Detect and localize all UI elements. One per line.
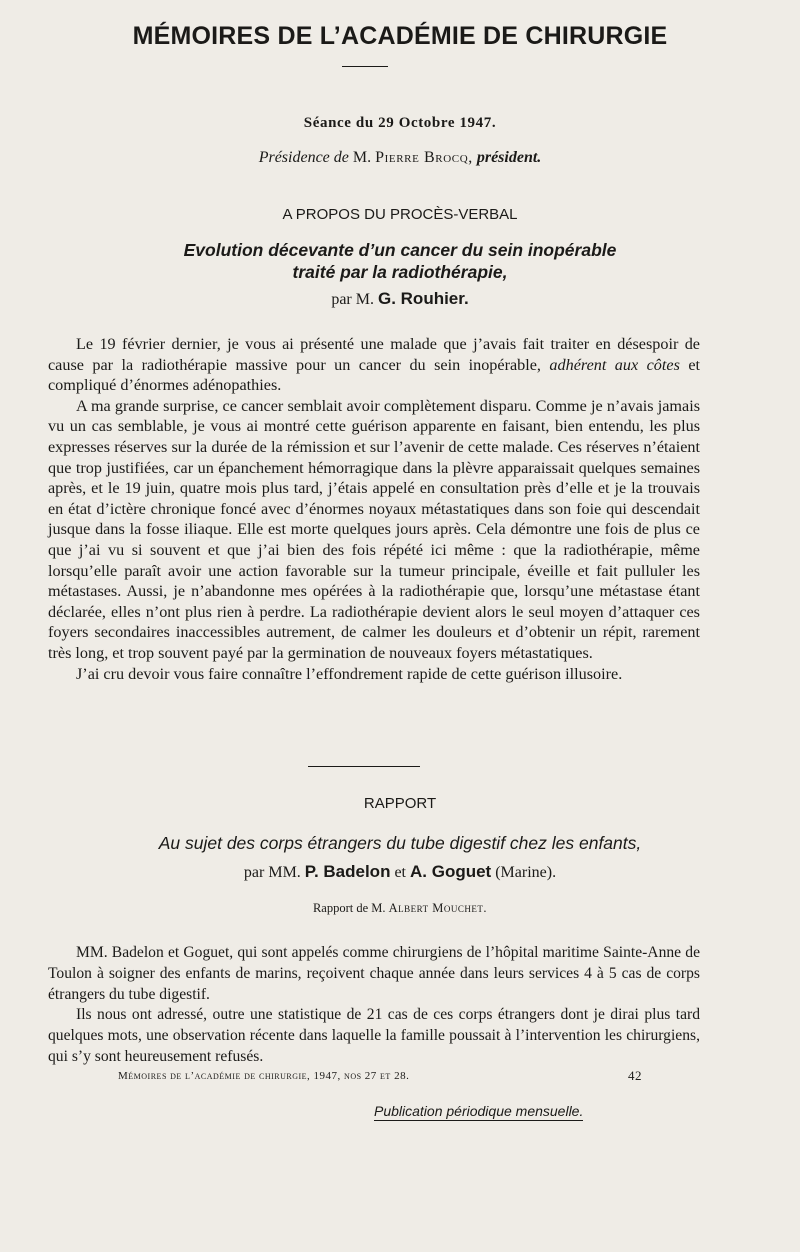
paragraph-emphasis: adhérent aux côtes xyxy=(549,355,680,374)
article-byline xyxy=(0,289,800,309)
article-body xyxy=(48,334,700,684)
rapporteur-name: Albert Mouchet. xyxy=(388,901,488,915)
byline-conjunction: et xyxy=(394,864,406,881)
body-paragraph: J’ai cru devoir vous faire connaître l’effondrement rapide de cette guérison illusoire. xyxy=(76,664,623,683)
body-paragraph xyxy=(48,334,700,396)
body-paragraph: MM. Badelon et Goguet, qui sont appelés comme chirurgiens de l’hôpital maritime Sainte-Anne de Toulon à soigner des enfants de marins, reçoivent chaque année dans leurs services 4 à 5 cas de corps étrangers du tube digestif. xyxy=(48,944,700,1003)
page-number: 42 xyxy=(628,1068,642,1083)
president-name: Pierre Brocq, xyxy=(375,149,473,166)
article-title-line-1: Evolution décevante d’un cancer du sein inopérable xyxy=(183,240,617,260)
article-title xyxy=(0,239,800,283)
page-footer xyxy=(118,1070,642,1082)
report-byline xyxy=(0,862,800,882)
byline-prefix: par M. xyxy=(331,291,374,308)
rapporteur-line xyxy=(0,901,800,916)
footer-citation: Mémoires de l’académie de chirurgie, 1947, nos 27 et 28. xyxy=(118,1070,410,1082)
paragraph-text: Le 19 février dernier, je vous ai présenté une malade que j’avais fait traiter en désespoir de cause par la radiothérapie massive pour un cancer du sein inopérable, xyxy=(48,335,700,374)
paragraph-text: et compliqué d’énormes adénopathies. xyxy=(48,355,701,395)
byline-prefix: par MM. xyxy=(243,864,301,881)
body-paragraph: Ils nous ont adressé, outre une statistique de 21 cas de ces corps étrangers dont je dirai plus tard quelques mots, une observation récente dans laquelle la famille poussait à l’intervention les chirurgiens, qui s’y sont heureusement refusés. xyxy=(48,1006,700,1065)
section-divider xyxy=(308,766,420,767)
article-title-line-2: traité par la radiothérapie, xyxy=(292,262,508,282)
author-affiliation: (Marine). xyxy=(495,864,557,881)
presidence-label: Présidence de xyxy=(258,149,349,166)
presidence-title: M. xyxy=(352,149,372,166)
journal-title: MÉMOIRES DE L’ACADÉMIE DE CHIRURGIE xyxy=(132,22,668,50)
rapporteur-prefix: Rapport de M. xyxy=(312,901,386,915)
report-title: Au sujet des corps étrangers du tube digestif chez les enfants, xyxy=(158,833,642,853)
section-heading-rapport: RAPPORT xyxy=(363,795,437,812)
section-heading-proces-verbal: A PROPOS DU PROCÈS-VERBAL xyxy=(282,206,518,223)
author-name: A. Goguet xyxy=(410,862,492,881)
publication-note: Publication périodique mensuelle. xyxy=(374,1103,584,1119)
title-ornament-rule xyxy=(342,66,388,67)
author-name: P. Badelon xyxy=(304,862,391,881)
report-body xyxy=(48,943,700,1068)
body-paragraph: A ma grande surprise, ce cancer semblait avoir complètement disparu. Comme je n’avais jamais vu un cas semblable, je vous ai montré cette guérison apparente en faisant, bien entendu, les plus expresses réserves sur la durée de la rémission et sur l’avenir de cette malade. Ces réserves n’étaient que trop justifiées, car un épanchement hémorragique dans la plèvre apparaissait quelques semaines après, et le 19 juin, quatre mois plus tard, j’étais appelé en consultation près d’elle et je la trouvais en état d’ictère chronique foncé avec d’énormes noyaux métastatiques dans son foie qui descendait jusque dans la fosse iliaque. Elle est morte quelques jours après. Cela démontre une fois de plus ce que j’ai vu si souvent et que j’ai bien des fois répété ici même : que la radiothérapie, même lorsqu’elle paraît avoir une action favorable sur la tumeur principale, éveille et fait pulluler les métastases. Aussi, je n’abandonne mes opérées à la radiothérapie que, lorsqu’une métastase étant déclarée, elles n’ont plus rien à perdre. La radiothérapie devient alors le seul moyen d’attaquer ces foyers secondaires inaccessibles autrement, de calmer les douleurs et d’obtenir un répit, rarement très long, et trop souvent payé par la germination de nouveaux foyers métastatiques. xyxy=(48,396,700,662)
seance-date: Séance du 29 Octobre 1947. xyxy=(303,115,497,131)
author-name: G. Rouhier. xyxy=(377,289,469,308)
presidence-line xyxy=(0,149,800,167)
president-role: président. xyxy=(476,149,542,166)
